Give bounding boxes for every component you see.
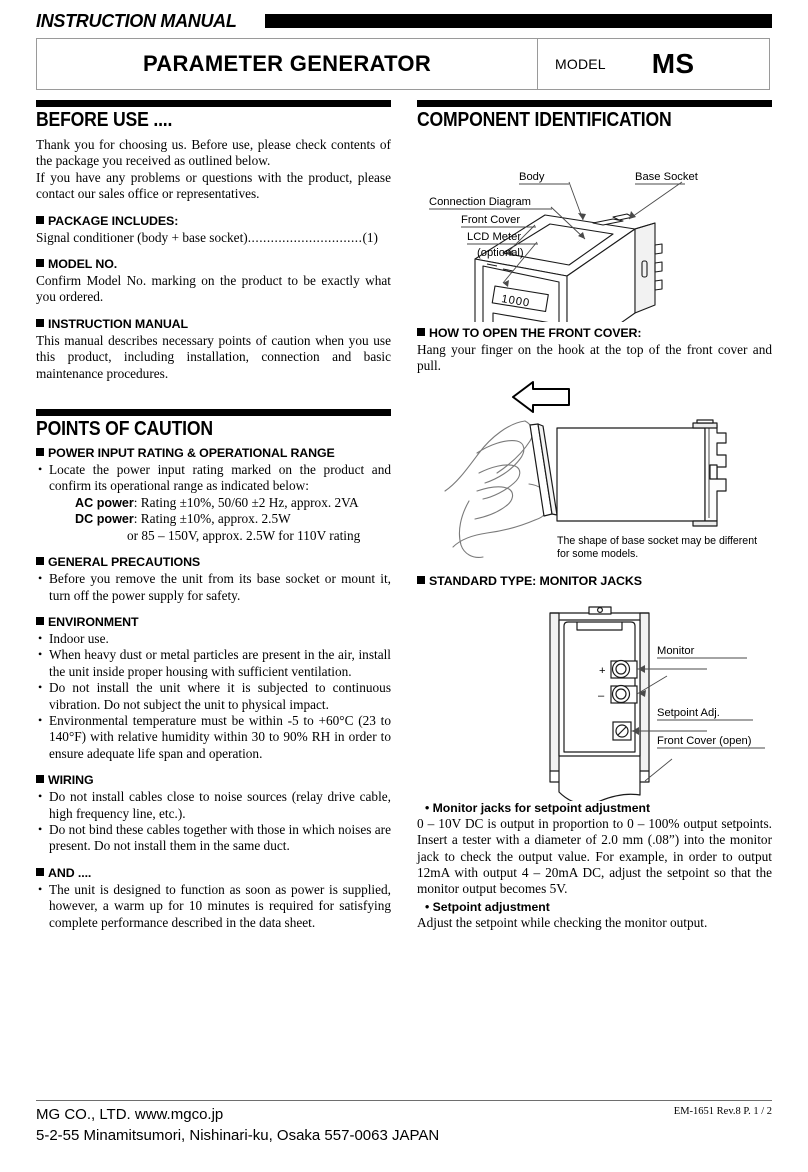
model-no-heading: MODEL NO.	[36, 257, 391, 271]
bullet-square-icon	[417, 328, 425, 336]
label-front-cover: Front Cover	[461, 214, 521, 226]
before-use-para2: If you have any problems or questions with the product, please contact our sales office or representatives.	[36, 169, 391, 202]
how-to-open-text: Hang your finger on the hook at the top of the front cover and pull.	[417, 342, 772, 374]
label-front-cover-open: Front Cover (open)	[657, 734, 752, 747]
product-title: PARAMETER GENERATOR	[37, 39, 538, 89]
wiring-list	[36, 789, 391, 855]
list-item: • When heavy dust or metal particles are present in the air, install the unit inside proper housing with sufficient ventilation.	[36, 647, 391, 680]
footer-rule	[36, 1100, 772, 1101]
monitor-jacks-figure	[417, 596, 772, 801]
power-input-list	[36, 462, 391, 544]
and-heading: AND ....	[36, 866, 391, 880]
label-connection-diagram: Connection Diagram	[429, 196, 531, 208]
bullet-square-icon	[36, 557, 44, 565]
bullet-square-icon	[36, 448, 44, 456]
monitor-jacks-bullet1-text: 0 – 10V DC is output in proportion to 0 – 100% output setpoints. Insert a tester with a diameter of 2.0 mm (.08”) into the monitor jack to check the output value. For example, in order to output 12mA with output 4 – 20mA DC, adjust the setpoint so that the monitor output becomes 5V.	[417, 815, 772, 897]
base-socket-note-line1: The shape of base socket may be different	[557, 534, 758, 547]
label-lcd-meter: LCD Meter	[467, 231, 522, 243]
label-body: Body	[519, 171, 545, 183]
address-line: 5-2-55 Minamitsumori, Nishinari-ku, Osaka 557-0063 JAPAN	[36, 1127, 440, 1144]
open-front-cover-figure	[417, 381, 772, 566]
before-use-para1: Thank you for choosing us. Before use, please check contents of the package you received as outlined below.	[36, 137, 391, 169]
power-input-heading: POWER INPUT RATING & OPERATIONAL RANGE	[36, 446, 391, 460]
title-box	[36, 38, 770, 90]
monitor-jacks-bullet2-heading: • Setpoint adjustment	[425, 899, 550, 914]
component-identification-figure	[417, 137, 772, 322]
right-column	[417, 100, 772, 931]
list-item: • Before you remove the unit from its base socket or mount it, turn off the power supply for safety.	[36, 571, 391, 604]
monitor-jacks-bullet1-heading: • Monitor jacks for setpoint adjustment	[425, 800, 651, 815]
general-precautions-heading: GENERAL PRECAUTIONS	[36, 555, 391, 569]
section-rule-points-caution	[36, 409, 391, 416]
bullet-square-icon	[36, 617, 44, 625]
model-value: MS	[651, 48, 695, 79]
label-setpoint-adj: Setpoint Adj.	[657, 706, 720, 719]
environment-heading: ENVIRONMENT	[36, 615, 391, 629]
monitor-jacks-heading: STANDARD TYPE: MONITOR JACKS	[417, 574, 772, 588]
bullet-square-icon	[36, 775, 44, 783]
package-qty: (1)	[362, 229, 378, 245]
list-item: • The unit is designed to function as soon as power is supplied, however, a warm up for 10 minutes is required for satisfying complete performance described in the data sheet.	[36, 882, 391, 931]
company-line: MG CO., LTD. www.mgco.jp	[36, 1106, 224, 1123]
instruction-manual-heading: INSTRUCTION MANUAL	[36, 317, 391, 331]
model-cell	[538, 39, 769, 89]
package-includes-heading: PACKAGE INCLUDES:	[36, 214, 391, 228]
package-includes-line	[36, 230, 391, 246]
general-precautions-list	[36, 571, 391, 604]
bullet-square-icon	[36, 216, 44, 224]
before-use-heading: BEFORE USE ....	[36, 109, 173, 131]
and-list	[36, 882, 391, 931]
label-optional: (optional)	[477, 247, 524, 259]
environment-list	[36, 631, 391, 762]
footer-doc-ref: EM-1651 Rev.8 P. 1 / 2	[673, 1106, 772, 1117]
list-item: • Indoor use.	[36, 631, 391, 647]
bullet-square-icon	[36, 319, 44, 327]
instruction-manual-text: This manual describes necessary points of caution when you use this product, including installation, connection and basic maintenance procedures.	[36, 332, 391, 381]
list-item: • Do not bind these cables together with those in which noises are present. Do not install them in the same duct.	[36, 822, 391, 855]
base-socket-note-line2: for some models.	[557, 547, 639, 560]
model-no-text: Confirm Model No. marking on the product to be exactly what you ordered.	[36, 273, 391, 305]
section-rule-before-use	[36, 100, 391, 107]
package-item: Signal conditioner (body + base socket)	[36, 229, 248, 245]
list-item: • Do not install cables close to noise sources (relay drive cable, high frequency line, etc.).	[36, 789, 391, 822]
section-rule-component-id	[417, 100, 772, 107]
label-monitor: Monitor	[657, 644, 695, 657]
list-item: • Locate the power input rating marked on the product and confirm its operational range as indicated below: AC power: Rating ±10%, 50/60 ±2 Hz, approx. 2VA DC power: Rating ±10%, approx. 2.5W or 85 – 150V, approx. 2.5W for 110V rating	[36, 462, 391, 544]
header-black-bar	[265, 14, 772, 28]
bullet-square-icon	[36, 259, 44, 267]
instruction-manual-label: INSTRUCTION MANUAL	[36, 11, 237, 31]
model-label: MODEL	[555, 56, 606, 72]
monitor-jacks-bullet2-text: Adjust the setpoint while checking the monitor output.	[417, 914, 708, 930]
points-of-caution-heading: POINTS OF CAUTION	[36, 418, 213, 441]
dc-power-line-2: or 85 – 150V, approx. 2.5W for 110V rating	[127, 527, 361, 543]
list-item: • Do not install the unit where it is subjected to continuous vibration. Do not subject the unit to physical impact.	[36, 680, 391, 713]
jack-minus-symbol: –	[598, 689, 605, 702]
dc-power-line: DC power: Rating ±10%, approx. 2.5W	[75, 511, 291, 527]
bullet-square-icon	[417, 576, 425, 584]
component-identification-heading: COMPONENT IDENTIFICATION	[417, 109, 672, 131]
package-leader-dots: ..............................	[247, 229, 363, 245]
wiring-heading: WIRING	[36, 773, 391, 787]
jack-plus-symbol: +	[599, 664, 606, 677]
ac-power-line: AC power: Rating ±10%, 50/60 ±2 Hz, approx. 2VA	[75, 494, 359, 510]
header-top	[36, 10, 772, 34]
left-column	[36, 100, 391, 931]
label-base-socket: Base Socket	[635, 171, 698, 183]
list-item: • Environmental temperature must be within -5 to +60°C (23 to 140°F) with relative humidity within 30 to 90% RH in order to ensure adequate life span and operation.	[36, 713, 391, 762]
footer-company	[36, 1104, 536, 1146]
lcd-digits: 1000	[500, 293, 531, 310]
how-to-open-heading: HOW TO OPEN THE FRONT COVER:	[417, 326, 772, 340]
bullet-square-icon	[36, 868, 44, 876]
